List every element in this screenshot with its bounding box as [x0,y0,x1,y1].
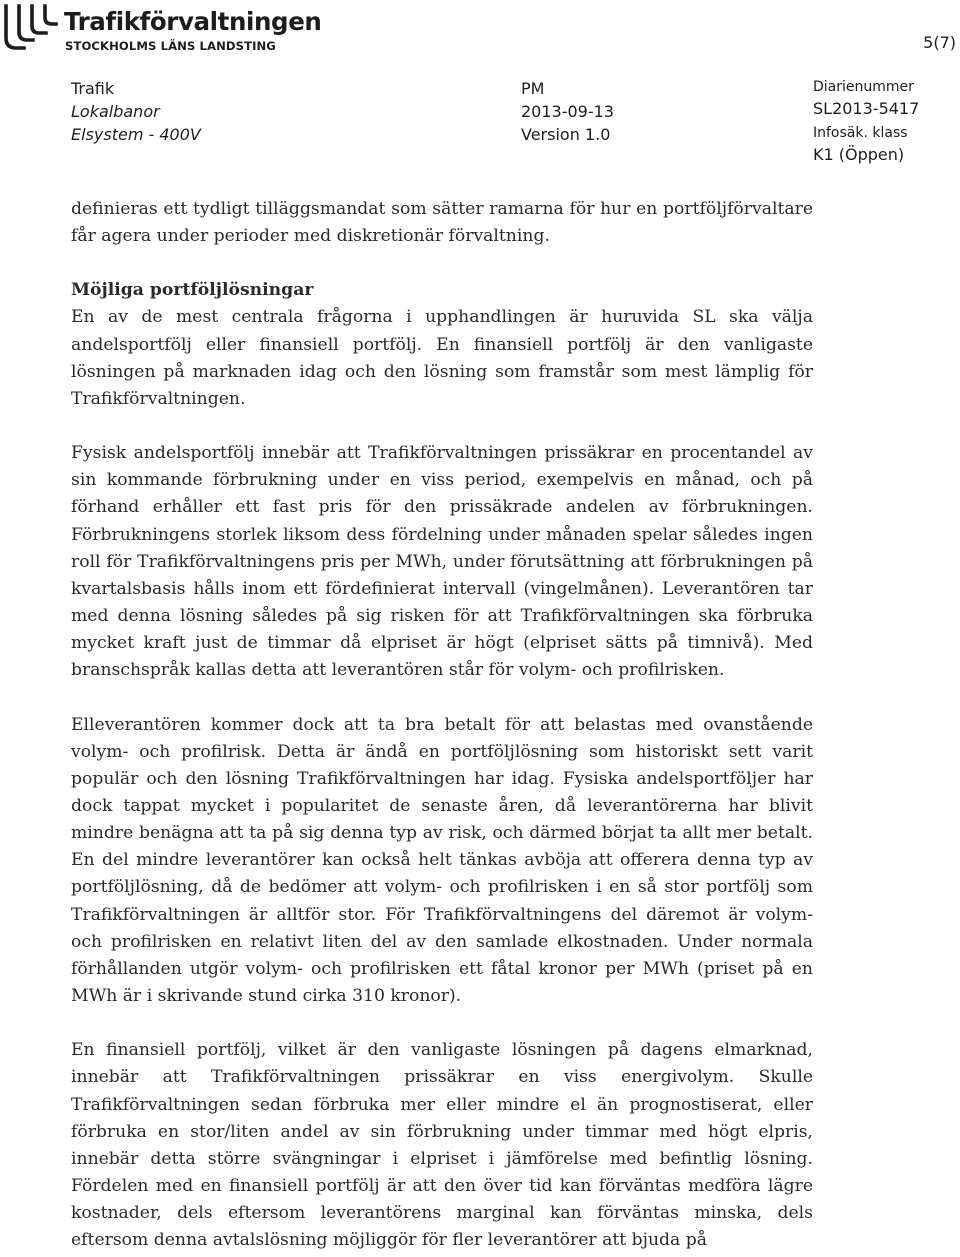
meta-version: Version 1.0 [521,125,611,144]
paragraph-continuation: definieras ett tydligt tilläggsmandat som sätter ramarna för hur en portföljförvaltare får agera under perioder med diskretionär förvaltning. [71,199,813,247]
page-number: 5(7) [923,33,956,52]
section-heading: Möjliga portföljlösningar [71,280,314,301]
diarienummer-label: Diarienummer [813,79,914,95]
paragraph-finansiell-portfolj: En finansiell portfölj, vilket är den vanligaste lösningen på dagens elmarknad, innebär att Trafikförvaltningen prissäkrar en viss energivolym. Skulle Trafikförvaltningen sedan förbruka mer eller mindre el än prognostiserat, eller förbruka en stor/liten andel av sin förbrukning under timmar med högt elpris, innebär detta större svängningar i elpriset i jämförelse med befintlig lösning. Fördelen med en finansiell portfölj är att den över tid kan förväntas medföra lägre kostnader, dels eftersom leverantörens marginal kan förväntas minska, dels eftersom denna avtalslösning möjliggör för fler leverantörer att bjuda på [71,1040,813,1251]
infosak-value: K1 (Öppen) [813,145,905,164]
meta-unit: Lokalbanor [71,102,160,121]
meta-document-info [521,77,614,146]
paragraph-fysisk-andelsportfolj: Fysisk andelsportfölj innebär att Trafikförvaltningen prissäkrar en procentandel av sin kommande förbrukning under en viss period, exempelvis en månad, och på förhand erhåller ett fast pris för den prissäkrade andelen av förbrukningen. Förbrukningens storlek liksom dess fördelning under månaden spelar således ingen roll för Trafikförvaltningens pris per MWh, under förutsättning att förbrukningen på kvartalsbasis hålls inom ett fördefinierat intervall (vingelmånen). Leverantören tar med denna lösning således på sig risken för att Trafikförvaltningen ska förbruka mycket kraft just de timmar då elpriset är högt (elpriset sätts på timnivå). Med branschspråk kallas detta att leverantören står för volym- och profilrisken. [71,443,813,681]
diarienummer-value: SL2013-5417 [813,99,920,118]
meta-system: Elsystem - 400V [71,125,201,144]
document-body [71,196,813,1254]
meta-date: 2013-09-13 [521,102,614,121]
sll-emblem-icon [2,4,58,52]
meta-registry [813,77,919,166]
infosak-label: Infosäk. klass [813,125,908,141]
paragraph-intro: En av de mest centrala frågorna i upphandlingen är huruvida SL ska välja andelsportfölj eller finansiell portfölj. En finansiell portfölj är den vanligaste lösningen på marknaden idag och den lösning som framstår som mest lämplig för Trafikförvaltningen. [71,307,813,409]
logo-subtitle: STOCKHOLMS LÄNS LANDSTING [65,39,276,53]
trafikforvaltningen-logo [2,4,332,54]
meta-doc-type: PM [521,79,545,98]
paragraph-elleverantoren: Elleverantören kommer dock att ta bra betalt för att belastas med ovanstående volym- och profilrisk. Detta är ändå en portföljlösning som historiskt sett varit populär och den lösning Trafikförvaltningen har idag. Fysiska andelsportföljer har dock tappat mycket i popularitet de senaste åren, då leverantörerna har blivit mindre benägna att ta på sig denna typ av risk, och därmed börjat ta allt mer betalt. En del mindre leverantörer kan också helt tänkas avböja att offerera denna typ av portföljlösning, då de bedömer att volym- och profilrisken i en så stor portfölj som Trafikförvaltningen är alltför stor. För Trafikförvaltningens del däremot är volym- och profilrisken en relativt liten del av den samlade elkostnaden. Under normala förhållanden utgör volym- och profilrisken ett fåtal kronor per MWh (priset på en MWh är i skrivande stund cirka 310 kronor). [71,714,813,1007]
meta-org: Trafik [71,79,115,98]
meta-department [71,77,201,146]
logo-title: Trafikförvaltningen [64,7,322,36]
